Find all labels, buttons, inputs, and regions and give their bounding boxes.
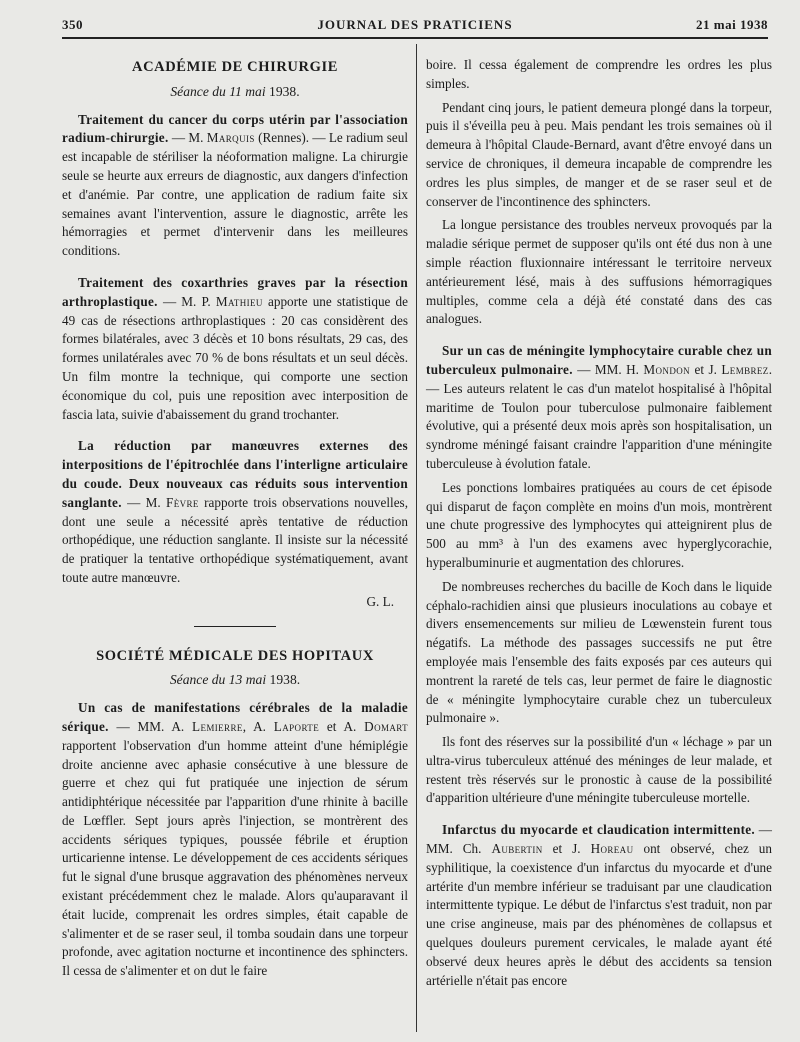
article-body: rapportent l'observation d'un homme atteint d'une hémiplégie droite ancienne avec aphasie consécutive à une blessure de guerre et chez qui fut pratiquée une injection de sérum antidiphtérique nécessitée par l'apparition d'une rhinite à bacille de Lœffler. Sept jours après l'injection, se montrèrent des accidents sériques typiques, poussée fébrile et éruption urticarienne intense. Le développement de ces accidents sériques fut le signal d'une brusque aggravation des phénomènes nerveux existant précédemment chez le malade. Alors qu'auparavant il était lucide, comprenait les ordres simples, était capable de s'alimenter et de se raser seul, il tomba soudain dans une torpeur profonde, avec agitation nocturne et incontinence des sphincters. Il cessa de s'alimenter et on dut le faire [62,737,408,979]
dash: — M. [121,494,166,510]
article-maladie-serique [62,699,408,981]
page-number: 350 [62,17,83,32]
journal-title: JOURNAL DES PRATICIENS [317,17,513,32]
author-name: Lembrez [721,361,769,377]
right-column [426,56,772,995]
article-title: La réduction par manœuvres externes des interpositions de l'épitrochlée dans l'interligne articulaire du coude. Deux nouveaux cas réduits sous intervention sanglante. [62,438,408,510]
seance-line [62,671,408,690]
author-name: Domart [364,718,409,734]
author-name: Laporte [273,718,320,734]
seance-date: 13 mai [228,672,267,688]
dash: — MM. H. [572,361,644,377]
article-title: Sur un cas de méningite lymphocytaire curable chez un tuberculeux pulmonaire. [426,343,772,377]
article-body: rapporte trois observations nouvelles, dont une seule a nécessité après tentative de réduction orthopédique, une réduction sanglante. Il insiste sur la nécessité de pratiquer la tentative orthopédique systématiquement, avant toute autre manœuvre. [62,494,408,585]
page-header [62,13,768,39]
article-title: Infarctus du myocarde et claudication intermittente. [442,822,756,838]
separator: et A. [319,718,365,734]
header-rule [62,37,768,39]
article-infarctus [426,821,772,990]
seance-year: 1938. [269,672,301,688]
seance-year: 1938. [269,83,300,99]
article-title: Un cas de manifestations cérébrales de la maladie sérique. [62,700,408,734]
article-title: Traitement des coxarthries graves par la résection arthroplastique. [62,274,408,309]
author-name: Marquis [206,130,255,146]
article-body: apporte une statistique de 49 cas de résections arthroplastiques : 20 cas considèrent des formes bilatérales, avec 3 décès et 10 bons résultats, 29 cas, des formes unilatérales avec 70 % de bons résultats et un seul décès. Un film montre la technique, qui comporte une section économique du col, puis une reposition avec interposition de fascia lata, suivie d'abaissement du grand trochanter. [62,293,408,422]
dash: — MM. A. [108,718,192,734]
section-separator [194,626,276,627]
dash: — MM. Ch. [426,822,772,857]
issue-date: 21 mai 1938 [696,17,768,32]
author-name: Horeau [590,841,634,857]
section-title-societe: SOCIÉTÉ MÉDICALE DES HOPITAUX [96,647,374,664]
author-name: Mondon [643,361,691,377]
author-name: Lemierre [192,718,243,734]
left-column [62,54,408,986]
paragraph: De nombreuses recherches du bacille de Koch dans le liquide céphalo-rachidien ainsi que plusieurs inoculations au cobaye et divers ensemencements sur milieu de Lœwenstein furent tous négatifs. La méthode des passages successifs ne put être employée mais l'ensemble des faits exposés par ces auteurs qui montrent la rareté de tels cas, leur permet de faire le diagnostic de « méningite lymphocytaire curable chez un tuberculeux pulmonaire ». [426,578,772,726]
article-coxarthries [62,274,408,424]
seance-line [62,83,408,102]
separator: et J. [542,841,591,857]
paragraph: La longue persistance des troubles nerveux provoqués par la maladie sérique permet de supposer qu'ils ont été dus non à une simple réaction fluxionnaire intéressant le territoire nerveux antérieurement lésé, mais à des suffusions hémorragiques multiples, comme cela a déjà été constaté dans des cas analogues. [426,217,772,327]
seance-label: Séance du [169,672,226,688]
article-body: (Rennes). — Le radium seul est incapable de stériliser la néoformation maligne. La chirurgie seule se heurte aux erreurs de diagnostic, aux dangers d'infection et d'anémie. Par contre, une application de radium faite six semaines avant l'intervention, assure le diagnostic, arrête les hémorragies et permet d'intervenir dans les meilleures conditions. [62,130,408,259]
dash: — M. P. [157,293,216,309]
column-divider [416,44,417,1032]
signature: G. L. [366,593,394,609]
seance-label: Séance du [170,83,226,99]
separator: , A. [242,718,274,734]
author-name: Aubertin [491,841,543,857]
article-epitrochlee [62,437,408,587]
paragraph: Ils font des réserves sur la possibilité d'un « léchage » par un ultra-virus tuberculeux atténué des méninges de leur malade, et restent très réservés sur le pronostic à cause de la possibilité d'apparition ultérieure d'une méningite tuberculeuse mortelle. [426,734,772,806]
article-title: Traitement du cancer du corps utérin par l'association radium-chirurgie. [62,111,408,146]
dash: — M. [168,130,207,146]
article-cancer-uterin [62,111,408,261]
paragraph: Pendant cinq jours, le patient demeura plongé dans la torpeur, puis il s'éveilla peu à peu. Mais pendant les trois semaines où il demeura à l'hôpital Claude-Bernard, avant d'être envoyé dans un service de chroniques, il demeura incapable de comprendre les ordres les plus simples, de manger et de se raser seul et de conserver de l'incontinence des sphincters. [426,99,772,209]
paragraph: Les ponctions lombaires pratiquées au cours de cet épisode qui disparut de façon complète en moins d'un mois, montrèrent une chute progressive des lymphocytes qui atteignirent plus de 500 au mm³ à l'un des examens avec hyperglycorachie, hyperalbuminurie et augmentation des chlorures. [426,479,772,570]
section-title-academie: ACADÉMIE DE CHIRURGIE [132,59,338,75]
paragraph: boire. Il cessa également de comprendre les ordres les plus simples. [426,57,772,91]
author-name: Mathieu [215,293,263,309]
article-body: . — Les auteurs relatent le cas d'un matelot hospitalisé à l'hôpital maritime de Toulon pour tuberculose pulmonaire faiblement évolutive, qui a présenté deux mois après son hospitalisation, un syndrome méningé faisant craindre l'apparition d'une méningite tuberculeuse à évolution fatale. [426,361,772,471]
seance-date: 11 mai [229,83,266,99]
separator: et J. [690,361,722,377]
author-name: Fèvre [165,494,199,510]
article-body: ont observé, chez un syphilitique, la coexistence d'un infarctus du myocarde et d'une artérite d'un membre inférieur se traduisant par une claudication intermittente typique. Le début de l'infarctus s'est traduit, non par une crise angineuse, mais par des phénomènes de collapsus et quelques douleurs purement cervicales, le malade ayant été observé deux heures après le début des accidents sa tension artérielle n'était pas encore [426,841,772,988]
article-meningite [426,342,772,474]
